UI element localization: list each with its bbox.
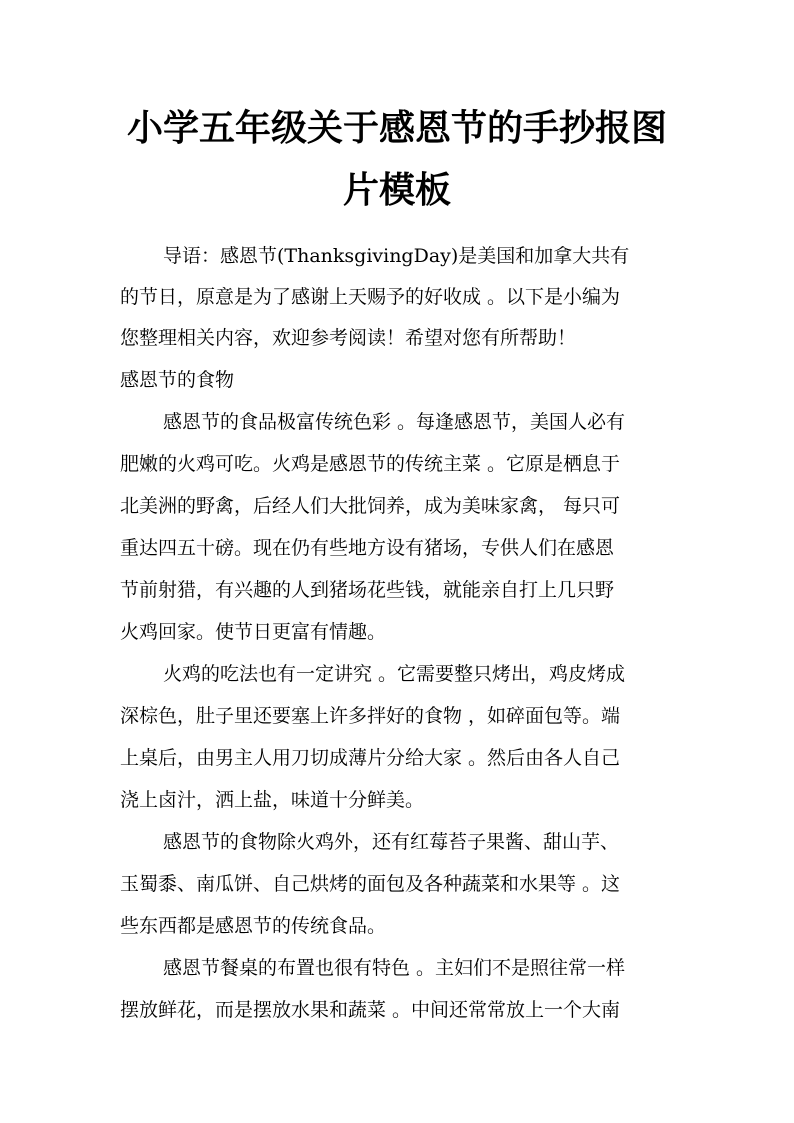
intro-line-3: 您整理相关内容，欢迎参考阅读！希望对您有所帮助！ <box>120 327 577 349</box>
paragraph-1-line-5: 节前射猎，有兴趣的人到猪场花些钱，就能亲自打上几只野 <box>120 579 615 601</box>
document-title-line-2: 片模板 <box>342 169 451 211</box>
paragraph-1-line-6: 火鸡回家。使节日更富有情趣。 <box>120 621 387 643</box>
paragraph-1-line-4: 重达四五十磅。现在仍有些地方设有猪场，专供人们在感恩 <box>120 537 615 559</box>
section-heading: 感恩节的食物 <box>120 369 235 391</box>
paragraph-2-line-1: 火鸡的吃法也有一定讲究 。它需要整只烤出，鸡皮烤成 <box>163 663 626 685</box>
paragraph-2-line-4: 浇上卤汁，洒上盐，味道十分鲜美。 <box>120 789 425 811</box>
intro-line-1: 导语：感恩节(ThanksgivingDay)是美国和加拿大共有 <box>163 245 630 267</box>
paragraph-1-line-1: 感恩节的食品极富传统色彩 。每逢感恩节，美国人必有 <box>163 411 626 433</box>
document-title-line-1: 小学五年级关于感恩节的手抄报图 <box>126 107 667 149</box>
paragraph-2-line-3: 上桌后，由男主人用刀切成薄片分给大家 。然后由各人自己 <box>120 747 621 769</box>
paragraph-1-line-2: 肥嫩的火鸡可吃。火鸡是感恩节的传统主菜 。它原是栖息于 <box>120 453 621 475</box>
paragraph-4-line-2: 摆放鲜花，而是摆放水果和蔬菜 。中间还常常放上一个大南 <box>120 999 621 1021</box>
intro-line-2: 的节日，原意是为了感谢上天赐予的好收成 。以下是小编为 <box>120 286 621 308</box>
paragraph-2-line-2: 深棕色，肚子里还要塞上许多拌好的食物 ，如碎面包等。端 <box>120 705 621 727</box>
paragraph-3-line-2: 玉蜀黍、南瓜饼、自己烘烤的面包及各种蔬菜和水果等 。这 <box>120 873 621 895</box>
paragraph-1-line-3: 北美洲的野禽，后经人们大批饲养，成为美味家禽， 每只可 <box>120 495 621 517</box>
paragraph-4-line-1: 感恩节餐桌的布置也很有特色 。主妇们不是照往常一样 <box>163 957 626 979</box>
paragraph-3-line-3: 些东西都是感恩节的传统食品。 <box>120 915 387 937</box>
paragraph-3-line-1: 感恩节的食物除火鸡外，还有红莓苔子果酱、甜山芋、 <box>163 831 620 853</box>
